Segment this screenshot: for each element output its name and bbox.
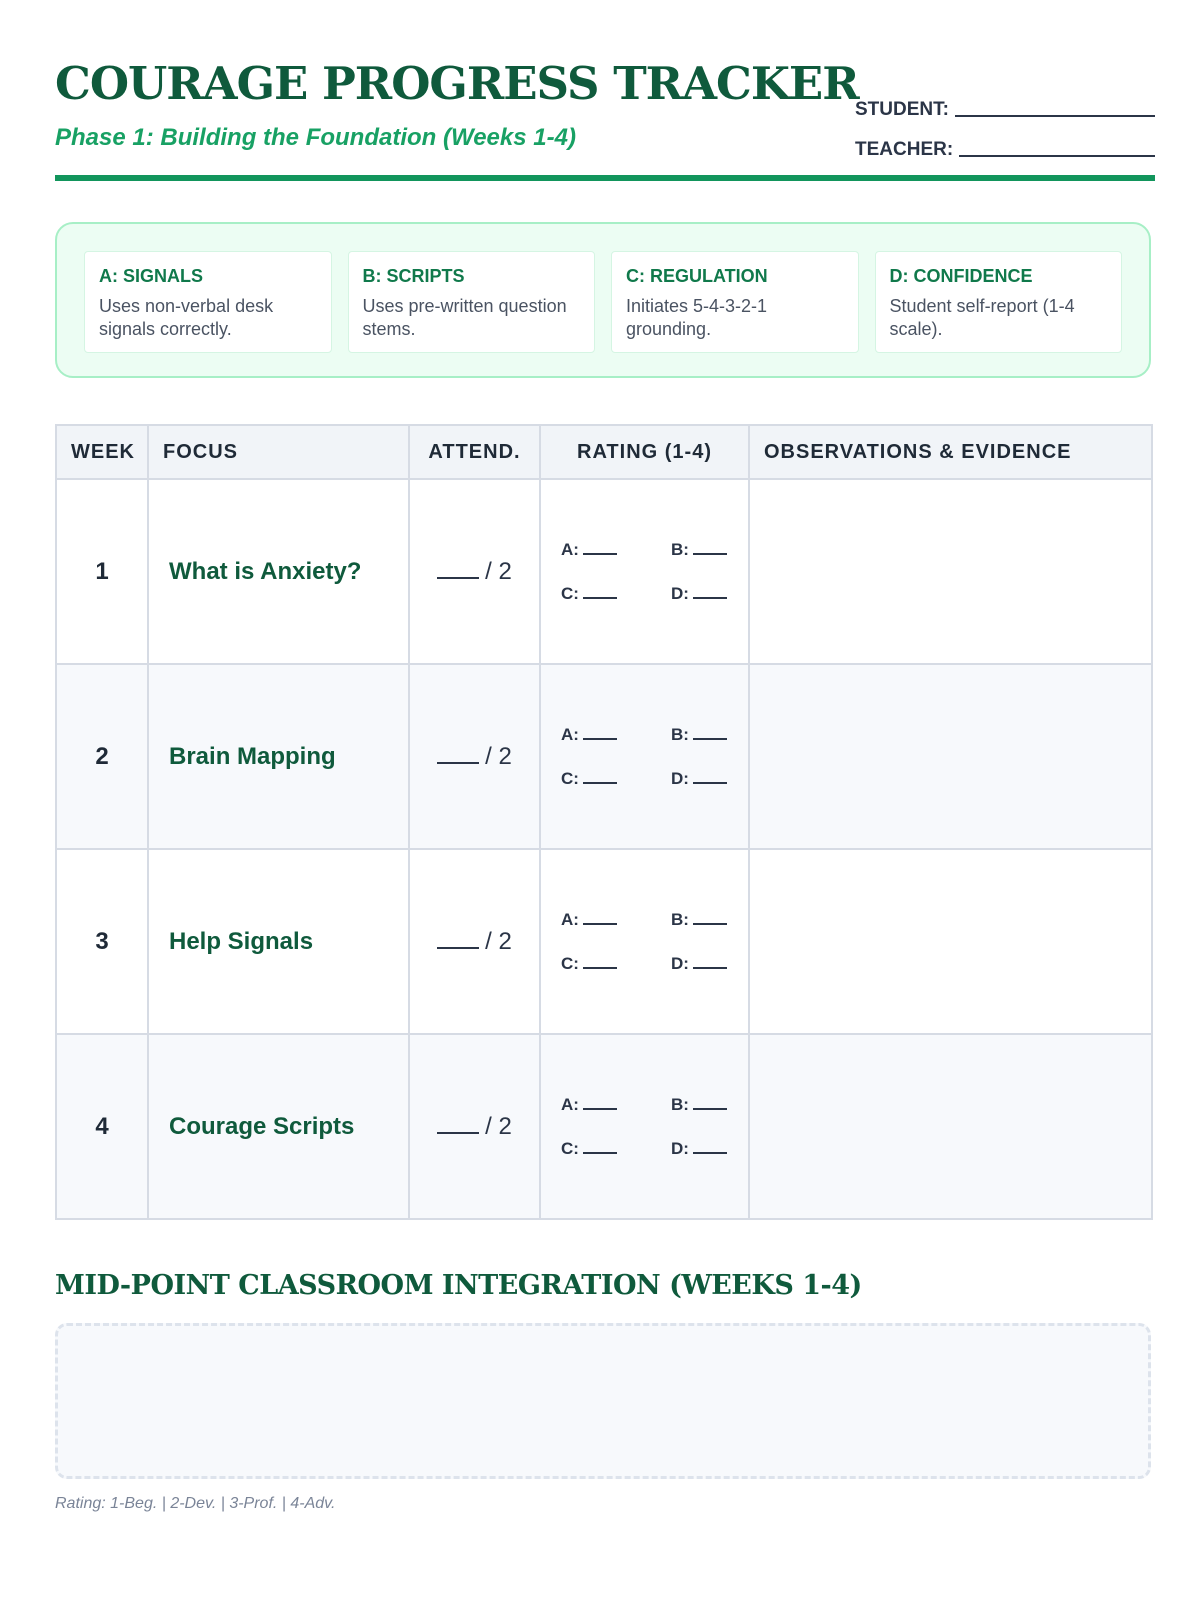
page-subtitle: Phase 1: Building the Foundation (Weeks 1-4) bbox=[55, 124, 576, 151]
page-header bbox=[55, 55, 1155, 181]
criteria-card-scripts bbox=[348, 251, 596, 353]
rating-a bbox=[561, 1095, 671, 1115]
rating-d bbox=[671, 1139, 781, 1159]
attendance-blank[interactable] bbox=[437, 577, 479, 579]
criteria-card-confidence bbox=[875, 251, 1123, 353]
criteria-card-regulation bbox=[611, 251, 859, 353]
rating-blank[interactable] bbox=[693, 1140, 727, 1154]
observations-cell[interactable] bbox=[749, 479, 1152, 664]
rating-c bbox=[561, 769, 671, 789]
rating-b bbox=[671, 725, 781, 745]
attendance-total: / 2 bbox=[485, 742, 512, 770]
rating-blank[interactable] bbox=[693, 955, 727, 969]
rating-label: D: bbox=[671, 768, 689, 788]
rating-d bbox=[671, 769, 781, 789]
tracker-page bbox=[55, 55, 1155, 1512]
criteria-title: C: REGULATION bbox=[626, 266, 768, 286]
criteria-description: Initiates 5-4-3-2-1 grounding. bbox=[626, 296, 768, 339]
attendance-blank[interactable] bbox=[437, 1132, 479, 1134]
rating-legend: Rating: 1-Beg. | 2-Dev. | 3-Prof. | 4-Adv. bbox=[55, 1495, 336, 1512]
attendance-total: / 2 bbox=[485, 927, 512, 955]
criteria-title: A: SIGNALS bbox=[99, 266, 204, 286]
week-focus: Courage Scripts bbox=[148, 1034, 409, 1219]
rating-label: A: bbox=[561, 1094, 579, 1114]
week-focus: What is Anxiety? bbox=[148, 479, 409, 664]
rating-c bbox=[561, 584, 671, 604]
rating-blank[interactable] bbox=[693, 541, 727, 555]
rating-cell bbox=[540, 479, 749, 664]
rating-a bbox=[561, 540, 671, 560]
rating-label: A: bbox=[561, 724, 579, 744]
rating-a bbox=[561, 910, 671, 930]
student-row bbox=[855, 81, 1155, 121]
rating-b bbox=[671, 1095, 781, 1115]
rating-blank[interactable] bbox=[693, 726, 727, 740]
rating-blank[interactable] bbox=[693, 1096, 727, 1110]
rating-blank[interactable] bbox=[583, 955, 617, 969]
rating-label: D: bbox=[671, 1138, 689, 1158]
attendance-cell bbox=[409, 849, 540, 1034]
rating-blank[interactable] bbox=[583, 911, 617, 925]
attendance-total: / 2 bbox=[485, 557, 512, 585]
rating-cell bbox=[540, 664, 749, 849]
attendance-blank[interactable] bbox=[437, 947, 479, 949]
page-title: COURAGE PROGRESS TRACKER bbox=[55, 57, 859, 110]
criteria-title: B: SCRIPTS bbox=[362, 266, 465, 286]
attendance-blank[interactable] bbox=[437, 762, 479, 764]
criteria-description: Uses pre-written question stems. bbox=[362, 296, 567, 339]
midpoint-notes-box[interactable] bbox=[55, 1323, 1151, 1479]
week-number: 4 bbox=[56, 1034, 148, 1219]
criteria-card-signals bbox=[84, 251, 332, 353]
attendance-cell bbox=[409, 1034, 540, 1219]
table-row bbox=[56, 664, 1152, 849]
criteria-panel bbox=[55, 222, 1151, 378]
teacher-row bbox=[855, 121, 1155, 161]
student-field[interactable] bbox=[955, 93, 1155, 117]
rating-label: B: bbox=[671, 724, 689, 744]
rating-blank[interactable] bbox=[583, 1140, 617, 1154]
rating-label: A: bbox=[561, 539, 579, 559]
rating-a bbox=[561, 725, 671, 745]
rating-d bbox=[671, 584, 781, 604]
rating-label: B: bbox=[671, 1094, 689, 1114]
table-header-row bbox=[56, 425, 1152, 479]
attendance-total: / 2 bbox=[485, 1112, 512, 1140]
midpoint-title: MID-POINT CLASSROOM INTEGRATION (WEEKS 1-4) bbox=[55, 1270, 862, 1301]
rating-label: C: bbox=[561, 1138, 579, 1158]
teacher-field[interactable] bbox=[959, 133, 1155, 157]
rating-blank[interactable] bbox=[583, 541, 617, 555]
rating-label: A: bbox=[561, 909, 579, 929]
week-number: 2 bbox=[56, 664, 148, 849]
week-focus: Help Signals bbox=[148, 849, 409, 1034]
column-header-observations: OBSERVATIONS & EVIDENCE bbox=[749, 425, 1152, 479]
column-header-attend: ATTEND. bbox=[409, 425, 540, 479]
rating-blank[interactable] bbox=[693, 770, 727, 784]
rating-label: B: bbox=[671, 909, 689, 929]
table-row bbox=[56, 849, 1152, 1034]
week-number: 3 bbox=[56, 849, 148, 1034]
student-label: STUDENT: bbox=[855, 99, 949, 120]
rating-label: B: bbox=[671, 539, 689, 559]
rating-blank[interactable] bbox=[583, 1096, 617, 1110]
rating-b bbox=[671, 910, 781, 930]
column-header-week: WEEK bbox=[56, 425, 148, 479]
rating-blank[interactable] bbox=[693, 911, 727, 925]
attendance-cell bbox=[409, 664, 540, 849]
observations-cell[interactable] bbox=[749, 664, 1152, 849]
header-meta bbox=[855, 81, 1155, 161]
rating-blank[interactable] bbox=[583, 770, 617, 784]
rating-label: D: bbox=[671, 583, 689, 603]
teacher-label: TEACHER: bbox=[855, 139, 954, 160]
observations-cell[interactable] bbox=[749, 1034, 1152, 1219]
table-row bbox=[56, 1034, 1152, 1219]
column-header-rating: RATING (1-4) bbox=[540, 425, 749, 479]
rating-label: D: bbox=[671, 953, 689, 973]
criteria-description: Student self-report (1-4 scale). bbox=[889, 296, 1075, 339]
rating-c bbox=[561, 954, 671, 974]
observations-cell[interactable] bbox=[749, 849, 1152, 1034]
table-row bbox=[56, 479, 1152, 664]
week-focus: Brain Mapping bbox=[148, 664, 409, 849]
rating-label: C: bbox=[561, 953, 579, 973]
rating-blank[interactable] bbox=[583, 726, 617, 740]
criteria-description: Uses non-verbal desk signals correctly. bbox=[99, 296, 274, 339]
rating-label: C: bbox=[561, 768, 579, 788]
progress-table bbox=[55, 424, 1153, 1220]
rating-blank[interactable] bbox=[583, 585, 617, 599]
rating-cell bbox=[540, 1034, 749, 1219]
rating-d bbox=[671, 954, 781, 974]
rating-blank[interactable] bbox=[693, 585, 727, 599]
criteria-title: D: CONFIDENCE bbox=[889, 266, 1033, 286]
rating-c bbox=[561, 1139, 671, 1159]
column-header-focus: FOCUS bbox=[148, 425, 409, 479]
rating-label: C: bbox=[561, 583, 579, 603]
rating-b bbox=[671, 540, 781, 560]
week-number: 1 bbox=[56, 479, 148, 664]
rating-cell bbox=[540, 849, 749, 1034]
attendance-cell bbox=[409, 479, 540, 664]
